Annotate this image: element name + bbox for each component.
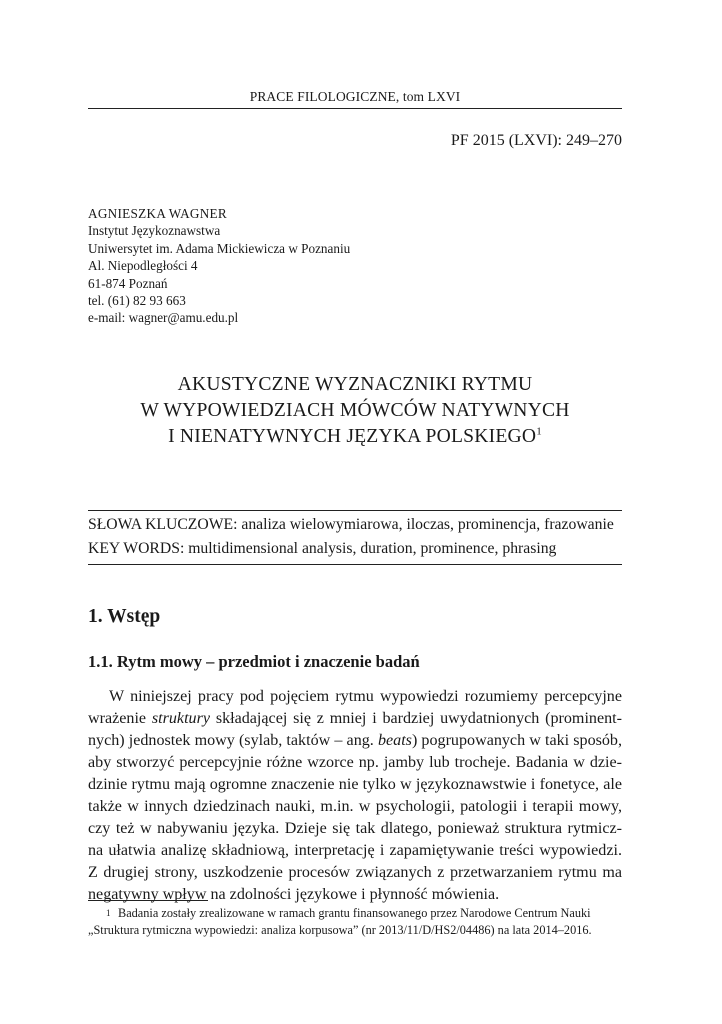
title-line: AKUSTYCZNE WYZNACZNIKI RYTMU bbox=[177, 374, 533, 395]
footnote-text: Badania zostały zrealizowane w ramach grantu finansowanego przez Narodowe Centrum Nauki bbox=[118, 906, 591, 920]
title-line: W WYPOWIEDZIACH MÓWCÓW NATYWNYCH bbox=[140, 400, 570, 421]
footnote bbox=[88, 905, 622, 938]
title-line: I NIENATYWNYCH JĘZYKA POLSKIEGO bbox=[168, 426, 537, 447]
article-title bbox=[88, 372, 622, 450]
author-institute: Instytut Językoznawstwa bbox=[88, 223, 221, 239]
keywords-english: KEY WORDS: multidimensional analysis, duration, prominence, phrasing bbox=[88, 540, 557, 557]
text-line: na ułatwia analizę składniową, interpretację i zapamiętywanie treści wypowiedzi. bbox=[88, 842, 622, 859]
italic-term: beats bbox=[377, 732, 412, 749]
footnote-line bbox=[88, 905, 622, 922]
author-city: 61-874 Poznań bbox=[88, 275, 168, 291]
italic-term: struktury bbox=[151, 710, 211, 727]
footnote-mark: 1 bbox=[106, 908, 111, 918]
title-footnote-mark[interactable]: 1 bbox=[536, 425, 542, 438]
text-line: negatywny wpływ na zdolności językowe i płynność mówienia. bbox=[88, 886, 500, 903]
header-rule bbox=[88, 108, 622, 109]
author-block bbox=[88, 205, 350, 327]
subsection-heading: 1.1. Rytm mowy – przedmiot i znaczenie badań bbox=[88, 652, 420, 671]
author-email[interactable]: e-mail: wagner@amu.edu.pl bbox=[88, 310, 239, 326]
author-university: Uniwersytet im. Adama Mickiewicza w Poznaniu bbox=[88, 240, 351, 256]
title-line-last bbox=[88, 424, 622, 450]
keywords-top-rule bbox=[88, 510, 622, 511]
text-line: Z drugiej strony, uszkodzenie procesów związanych z przetwarzaniem rytmu ma bbox=[88, 864, 622, 881]
text-line: także w innych dziedzinach nauki, m.in. w psychologii, patologii i terapii mowy, bbox=[88, 798, 622, 815]
section-heading: 1. Wstęp bbox=[88, 606, 161, 627]
keywords-polish: SŁOWA KLUCZOWE: analiza wielowymiarowa, iloczas, prominencja, frazowanie bbox=[88, 516, 614, 533]
keywords-bottom-rule bbox=[88, 564, 622, 565]
footnote-rule bbox=[88, 900, 208, 901]
running-head: PRACE FILOLOGICZNE, tom LXVI bbox=[249, 89, 461, 104]
author-name: AGNIESZKA WAGNER bbox=[88, 206, 227, 221]
author-phone: tel. (61) 82 93 663 bbox=[88, 293, 186, 309]
text-line: wrażenie struktury składającej się z mniej i bardziej uwydatnionych (prominent- bbox=[88, 710, 622, 727]
author-street: Al. Niepodległości 4 bbox=[88, 258, 198, 274]
text-line: W niniejszej pracy pod pojęciem rytmu wypowiedzi rozumiemy percepcyjne bbox=[109, 688, 622, 705]
footnote-line: „Struktura rytmiczna wypowiedzi: analiza korpusowa” (nr 2013/11/D/HS2/04486) na lata 2014–2016. bbox=[88, 922, 592, 937]
citation: PF 2015 (LXVI): 249–270 bbox=[450, 132, 622, 149]
text-line: aby stworzyć percepcyjnie różne wzorce np. jamby lub trocheje. Badania w dzie- bbox=[88, 754, 622, 771]
text-line: dzinie rytmu mają ogromne znaczenie nie tylko w językoznawstwie i fonetyce, ale bbox=[88, 776, 622, 793]
text-line: czy też w nabywaniu języka. Dzieje się tak dlatego, ponieważ struktura rytmicz- bbox=[88, 820, 622, 837]
text-line: nych) jednostek mowy (sylab, taktów – ang. beats) pogrupowanych w taki sposób, bbox=[88, 732, 623, 749]
body-paragraph bbox=[88, 686, 622, 906]
